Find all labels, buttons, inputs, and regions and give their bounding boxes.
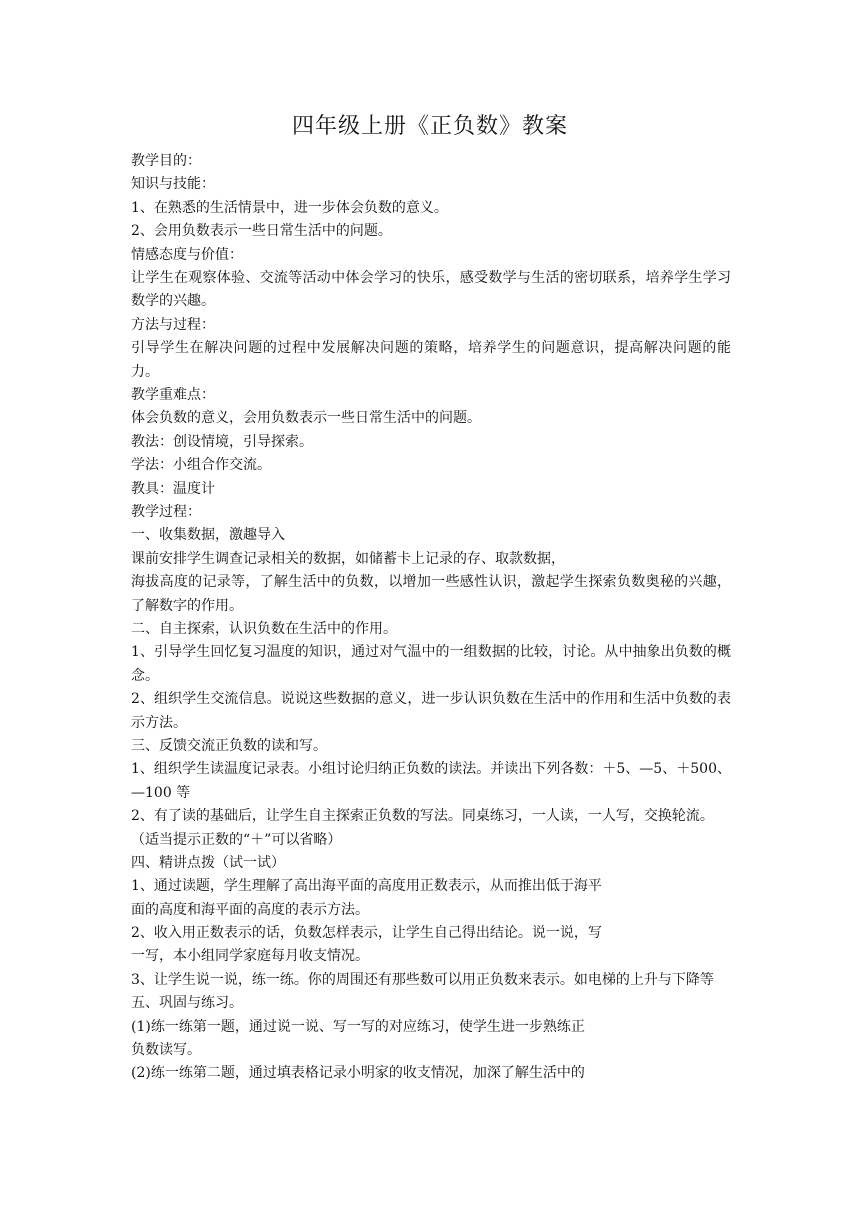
body-line: 知识与技能： <box>131 176 215 193</box>
body-line: 教学重难点： <box>131 386 215 403</box>
body-line: 2、会用负数表示一些日常生活中的问题。 <box>131 223 392 240</box>
body-line: （适当提示正数的“＋”可以省略） <box>131 831 342 848</box>
body-paragraph: 海拔高度的记录等，了解生活中的负数，以增加一些感性认识，激起学生探索负数奥秘的兴趣，了解数字的作用。 <box>131 574 731 614</box>
body-line: 体会负数的意义，会用负数表示一些日常生活中的问题。 <box>131 410 481 427</box>
body-line: (1)练一练第一题，通过说一说、写一写的对应练习，使学生进一步熟练正 <box>131 1018 585 1035</box>
body-paragraph: 3、让学生说一说，练一练。你的周围还有那些数可以用正负数来表示。如电梯的上升与下降等 <box>131 971 714 988</box>
body-paragraph: 让学生在观察体验、交流等活动中体会学习的快乐，感受数学与生活的密切联系，培养学生学习数学的兴趣。 <box>131 269 731 310</box>
body-line: 1、通过读题，学生理解了高出海平面的高度用正数表示，从而推出低于海平 <box>131 878 602 895</box>
body-line: 2、收入用正数表示的话，负数怎样表示，让学生自己得出结论。说一说，写 <box>131 925 602 942</box>
body-line: (2)练一练第二题，通过填表格记录小明家的收支情况，加深了解生活中的 <box>131 1065 585 1082</box>
body-line: 教学过程： <box>131 503 201 520</box>
body-paragraph: 引导学生在解决问题的过程中发展解决问题的策略，培养学生的问题意识，提高解决问题的能力。 <box>131 340 731 380</box>
body-line: 1、在熟悉的生活情景中，进一步体会负数的意义。 <box>131 199 448 216</box>
body-line: 教具：温度计 <box>131 480 215 497</box>
body-paragraph: 1、引导学生回忆复习温度的知识，通过对气温中的一组数据的比较，讨论。从中抽象出负数的概念。 <box>131 644 731 684</box>
body-line: 负数读写。 <box>131 1042 201 1059</box>
body-line: 教法：创设情境，引导探索。 <box>131 433 313 450</box>
body-line: 四、精讲点拨（试一试） <box>131 854 285 871</box>
body-line: 面的高度和海平面的高度的表示方法。 <box>131 901 369 918</box>
body-paragraph: 1、组织学生读温度记录表。小组讨论归纳正负数的读法。并读出下列各数：＋5、—5、＋500、—100 等 <box>131 761 731 801</box>
body-line: 三、反馈交流正负数的读和写。 <box>131 737 327 754</box>
body-line: 方法与过程： <box>131 316 215 333</box>
body-paragraph: 2、有了读的基础后，让学生自主探索正负数的写法。同桌练习，一人读，一人写，交换轮流。 <box>131 808 714 825</box>
body-line: 一写，本小组同学家庭每月收支情况。 <box>131 948 369 965</box>
body-line: 一、收集数据，激趣导入 <box>131 527 285 544</box>
body-line: 二、自主探索，认识负数在生活中的作用。 <box>131 620 397 637</box>
document-title: 四年级上册《正负数》教案 <box>291 114 568 139</box>
document-body <box>131 150 731 1086</box>
body-paragraph: 2、组织学生交流信息。说说这些数据的意义，进一步认识负数在生活中的作用和生活中负数的表示方法。 <box>131 691 731 731</box>
body-line: 学法：小组合作交流。 <box>131 457 271 474</box>
body-line: 课前安排学生调查记录相关的数据，如储蓄卡上记录的存、取款数据， <box>131 550 565 567</box>
body-line: 情感态度与价值： <box>131 246 243 263</box>
body-line: 教学目的： <box>131 153 201 169</box>
body-line: 五、巩固与练习。 <box>131 995 243 1012</box>
